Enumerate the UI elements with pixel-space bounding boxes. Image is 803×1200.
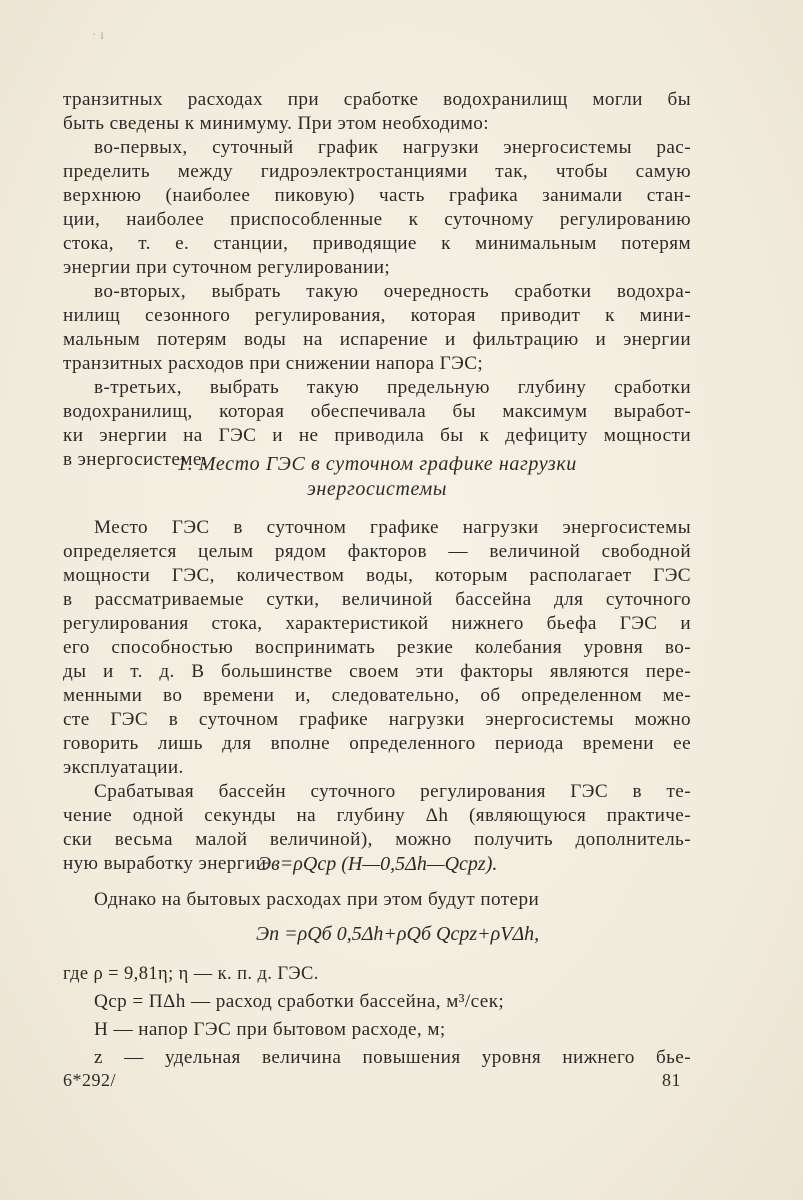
text-line: ды и т. д. В большинстве своем эти факторы являются пере- <box>63 661 691 682</box>
text-line: сте ГЭС в суточном графике нагрузки энергосистемы можно <box>63 709 691 730</box>
text-line: чение одной секунды на глубину Δh (являющуюся практиче- <box>63 805 691 826</box>
text-line: Однако на бытовых расходах при этом будут потери <box>94 889 540 910</box>
text-line: энергии при суточном регулировании; <box>63 257 391 278</box>
definition-line: H — напор ГЭС при бытовом расходе, м; <box>94 1019 446 1040</box>
energy-gain-formula: Эв=ρQср (H—0,5Δh—Qсрz). <box>258 853 498 875</box>
text-line: ции, наиболее приспособленные к суточному регулированию <box>63 209 691 230</box>
definition-line: z — удельная величина повышения уровня нижнего бье- <box>94 1047 691 1068</box>
energy-loss-formula: Эп =ρQб 0,5Δh+ρQб Qсрz+ρVΔh, <box>256 923 540 945</box>
signature-mark: 6*292/ <box>63 1070 117 1090</box>
text-line: стока, т. е. станции, приводящие к минимальным потерям <box>63 233 691 254</box>
text-line: пределить между гидроэлектростанциями так, чтобы самую <box>63 161 691 182</box>
text-line: менными во времени и, следовательно, об определенном ме- <box>63 685 691 706</box>
text-line: ную выработку энергии <box>63 853 267 874</box>
section-heading-line: 1. Место ГЭС в суточном графике нагрузки <box>177 453 577 475</box>
definition-line: где ρ = 9,81η; η — к. п. д. ГЭС. <box>63 964 319 984</box>
intro-paragraphs <box>63 88 691 472</box>
text-line: Место ГЭС в суточном графике нагрузки энергосистемы <box>94 517 691 538</box>
section-paragraphs <box>63 516 691 876</box>
page-number: 81 <box>662 1070 681 1090</box>
text-line: в-третьих, выбрать такую предельную глубину сработки <box>94 377 691 398</box>
text-line: в энергосистеме. <box>63 449 207 470</box>
text-line: во-первых, суточный график нагрузки энергосистемы рас- <box>94 137 691 158</box>
definitions <box>63 962 691 1070</box>
text-line: регулирования стока, характеристикой нижнего бьефа ГЭС и <box>63 613 691 634</box>
text-line: его способностью воспринимать резкие колебания уровня во- <box>63 637 691 658</box>
text-line: водохранилищ, которая обеспечивала бы максимум выработ- <box>63 401 691 422</box>
text-line: ки энергии на ГЭС и не приводила бы к дефициту мощности <box>63 425 691 446</box>
text-line: в рассматриваемые сутки, величиной бассейна для суточного <box>63 589 691 610</box>
text-line: во-вторых, выбрать такую очередность сработки водохра- <box>94 281 691 302</box>
text-line: говорить лишь для вполне определенного периода времени ее <box>63 733 691 754</box>
text-line: быть сведены к минимуму. При этом необходимо: <box>63 113 489 134</box>
section-heading <box>63 452 691 502</box>
text-line: верхнюю (наиболее пиковую) часть графика занимали стан- <box>63 185 691 206</box>
text-line: ски весьма малой величиной), можно получить дополнитель- <box>63 829 691 850</box>
text-line: мальным потерям воды на испарение и фильтрацию и энергии <box>63 329 691 350</box>
section-heading-line: энергосистемы <box>306 478 448 500</box>
text-line: эксплуатации. <box>63 757 184 778</box>
text-line: определяется целым рядом факторов — величиной свободной <box>63 541 691 562</box>
definition-line: Qср = ПΔh — расход сработки бассейна, м³/сек; <box>94 991 505 1012</box>
text-line: мощности ГЭС, количеством воды, которым располагает ГЭС <box>63 565 691 586</box>
text-line: Срабатывая бассейн суточного регулирования ГЭС в те- <box>94 781 691 802</box>
scan-smudge-icon: · ı <box>92 28 105 43</box>
text-line: нилищ сезонного регулирования, которая приводит к мини- <box>63 305 691 326</box>
text-line: транзитных расходах при сработке водохранилищ могли бы <box>63 89 691 110</box>
losses-sentence <box>63 888 691 912</box>
text-line: транзитных расходов при снижении напора ГЭС; <box>63 353 484 374</box>
